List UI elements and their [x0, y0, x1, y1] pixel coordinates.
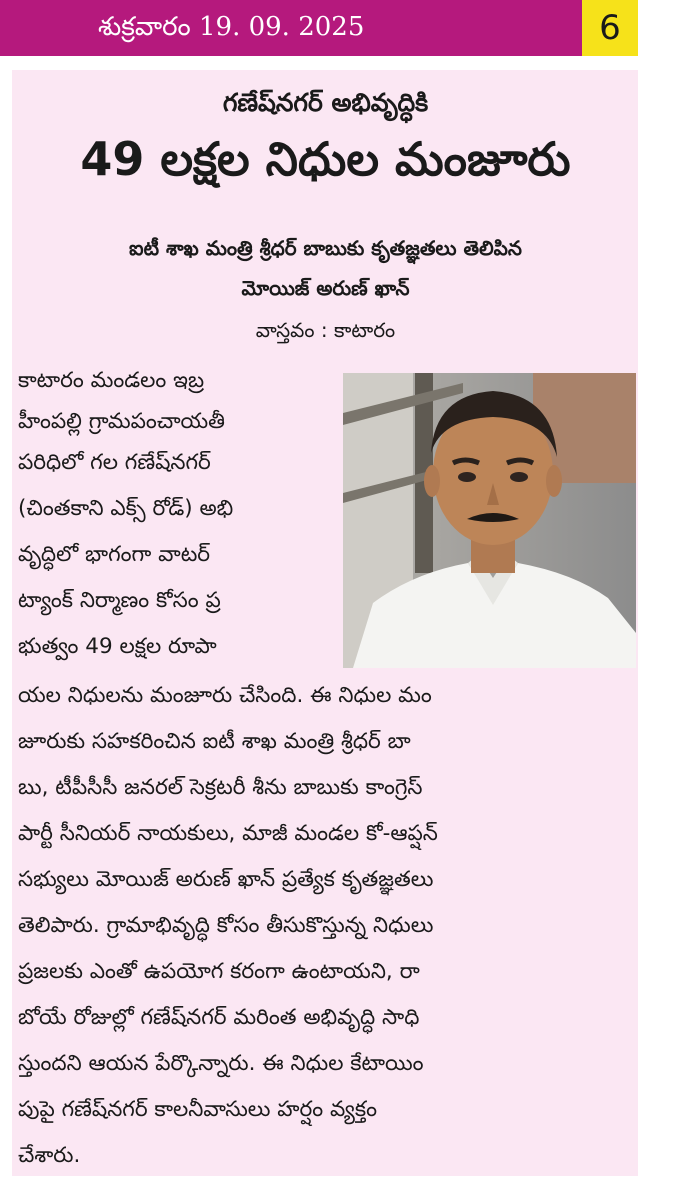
top-banner: [0, 0, 582, 56]
body-line-11: పార్టీ సీనియర్ నాయకులు, మాజీ మండల కో-ఆప్షన్: [18, 821, 438, 846]
page-number: 6: [599, 8, 621, 48]
person-photo: [343, 373, 636, 668]
person-portrait-image: [343, 373, 636, 668]
article-dateline: వాస్తవం : కాటారం: [255, 318, 396, 342]
body-line-14: ప్రజలకు ఎంతో ఉపయోగ కరంగా ఉంటాయని, రా: [18, 959, 420, 984]
article-subheadline-1: ఐటీ శాఖ మంత్రి శ్రీధర్ బాబుకు కృతజ్ఞతలు తెలిపిన: [129, 236, 522, 260]
body-line-1: కాటారం మండలం ఇబ్ర: [18, 368, 205, 393]
body-line-16: స్తుందని ఆయన పేర్కొన్నారు. ఈ నిధుల కేటాయిం: [18, 1051, 424, 1076]
body-line-17: పుపై గణేష్‌నగర్ కాలనీవాసులు హర్షం వ్యక్తం: [18, 1097, 378, 1122]
body-line-6: ట్యాంక్ నిర్మాణం కోసం ప్ర: [18, 588, 221, 613]
body-line-3: పరిధిలో గల గణేష్‌నగర్: [18, 450, 211, 475]
article-subheadline-2: మోయిజ్ అరుణ్ ఖాన్: [241, 276, 410, 300]
article-kicker: గణేష్‌నగర్ అభివృద్ధికి: [222, 88, 429, 117]
body-line-4: (చింతకాని ఎక్స్ రోడ్) అభి: [18, 496, 234, 521]
body-line-15: బోయే రోజుల్లో గణేష్‌నగర్ మరింత అభివృద్ధి సాధి: [18, 1005, 420, 1030]
body-line-5: వృద్ధిలో భాగంగా వాటర్: [18, 542, 211, 567]
body-line-2: హీంపల్లి గ్రామపంచాయతీ: [18, 409, 226, 434]
body-line-18: చేశారు.: [18, 1143, 81, 1168]
body-line-13: తెలిపారు. గ్రామాభివృద్ధి కోసం తీసుకొస్తున్న నిధులు: [18, 913, 434, 938]
issue-date: శుక్రవారం 19. 09. 2025: [98, 12, 365, 42]
article-headline: 49 లక్షల నిధుల మంజూరు: [80, 132, 571, 186]
body-line-8: యల నిధులను మంజూరు చేసింది. ఈ నిధుల మం: [18, 683, 432, 708]
body-line-12: సభ్యులు మోయిజ్ అరుణ్ ఖాన్ ప్రత్యేక కృతజ్ఞతలు: [18, 867, 434, 892]
body-line-7: భుత్వం 49 లక్షల రూపా: [18, 634, 217, 659]
body-line-9: జూరుకు సహకరించిన ఐటీ శాఖ మంత్రి శ్రీధర్ బా: [18, 729, 411, 754]
page-number-box: [582, 0, 638, 56]
body-line-10: బు, టీపీసీసీ జనరల్ సెక్రటరీ శీను బాబుకు కాంగ్రెస్: [18, 775, 423, 800]
